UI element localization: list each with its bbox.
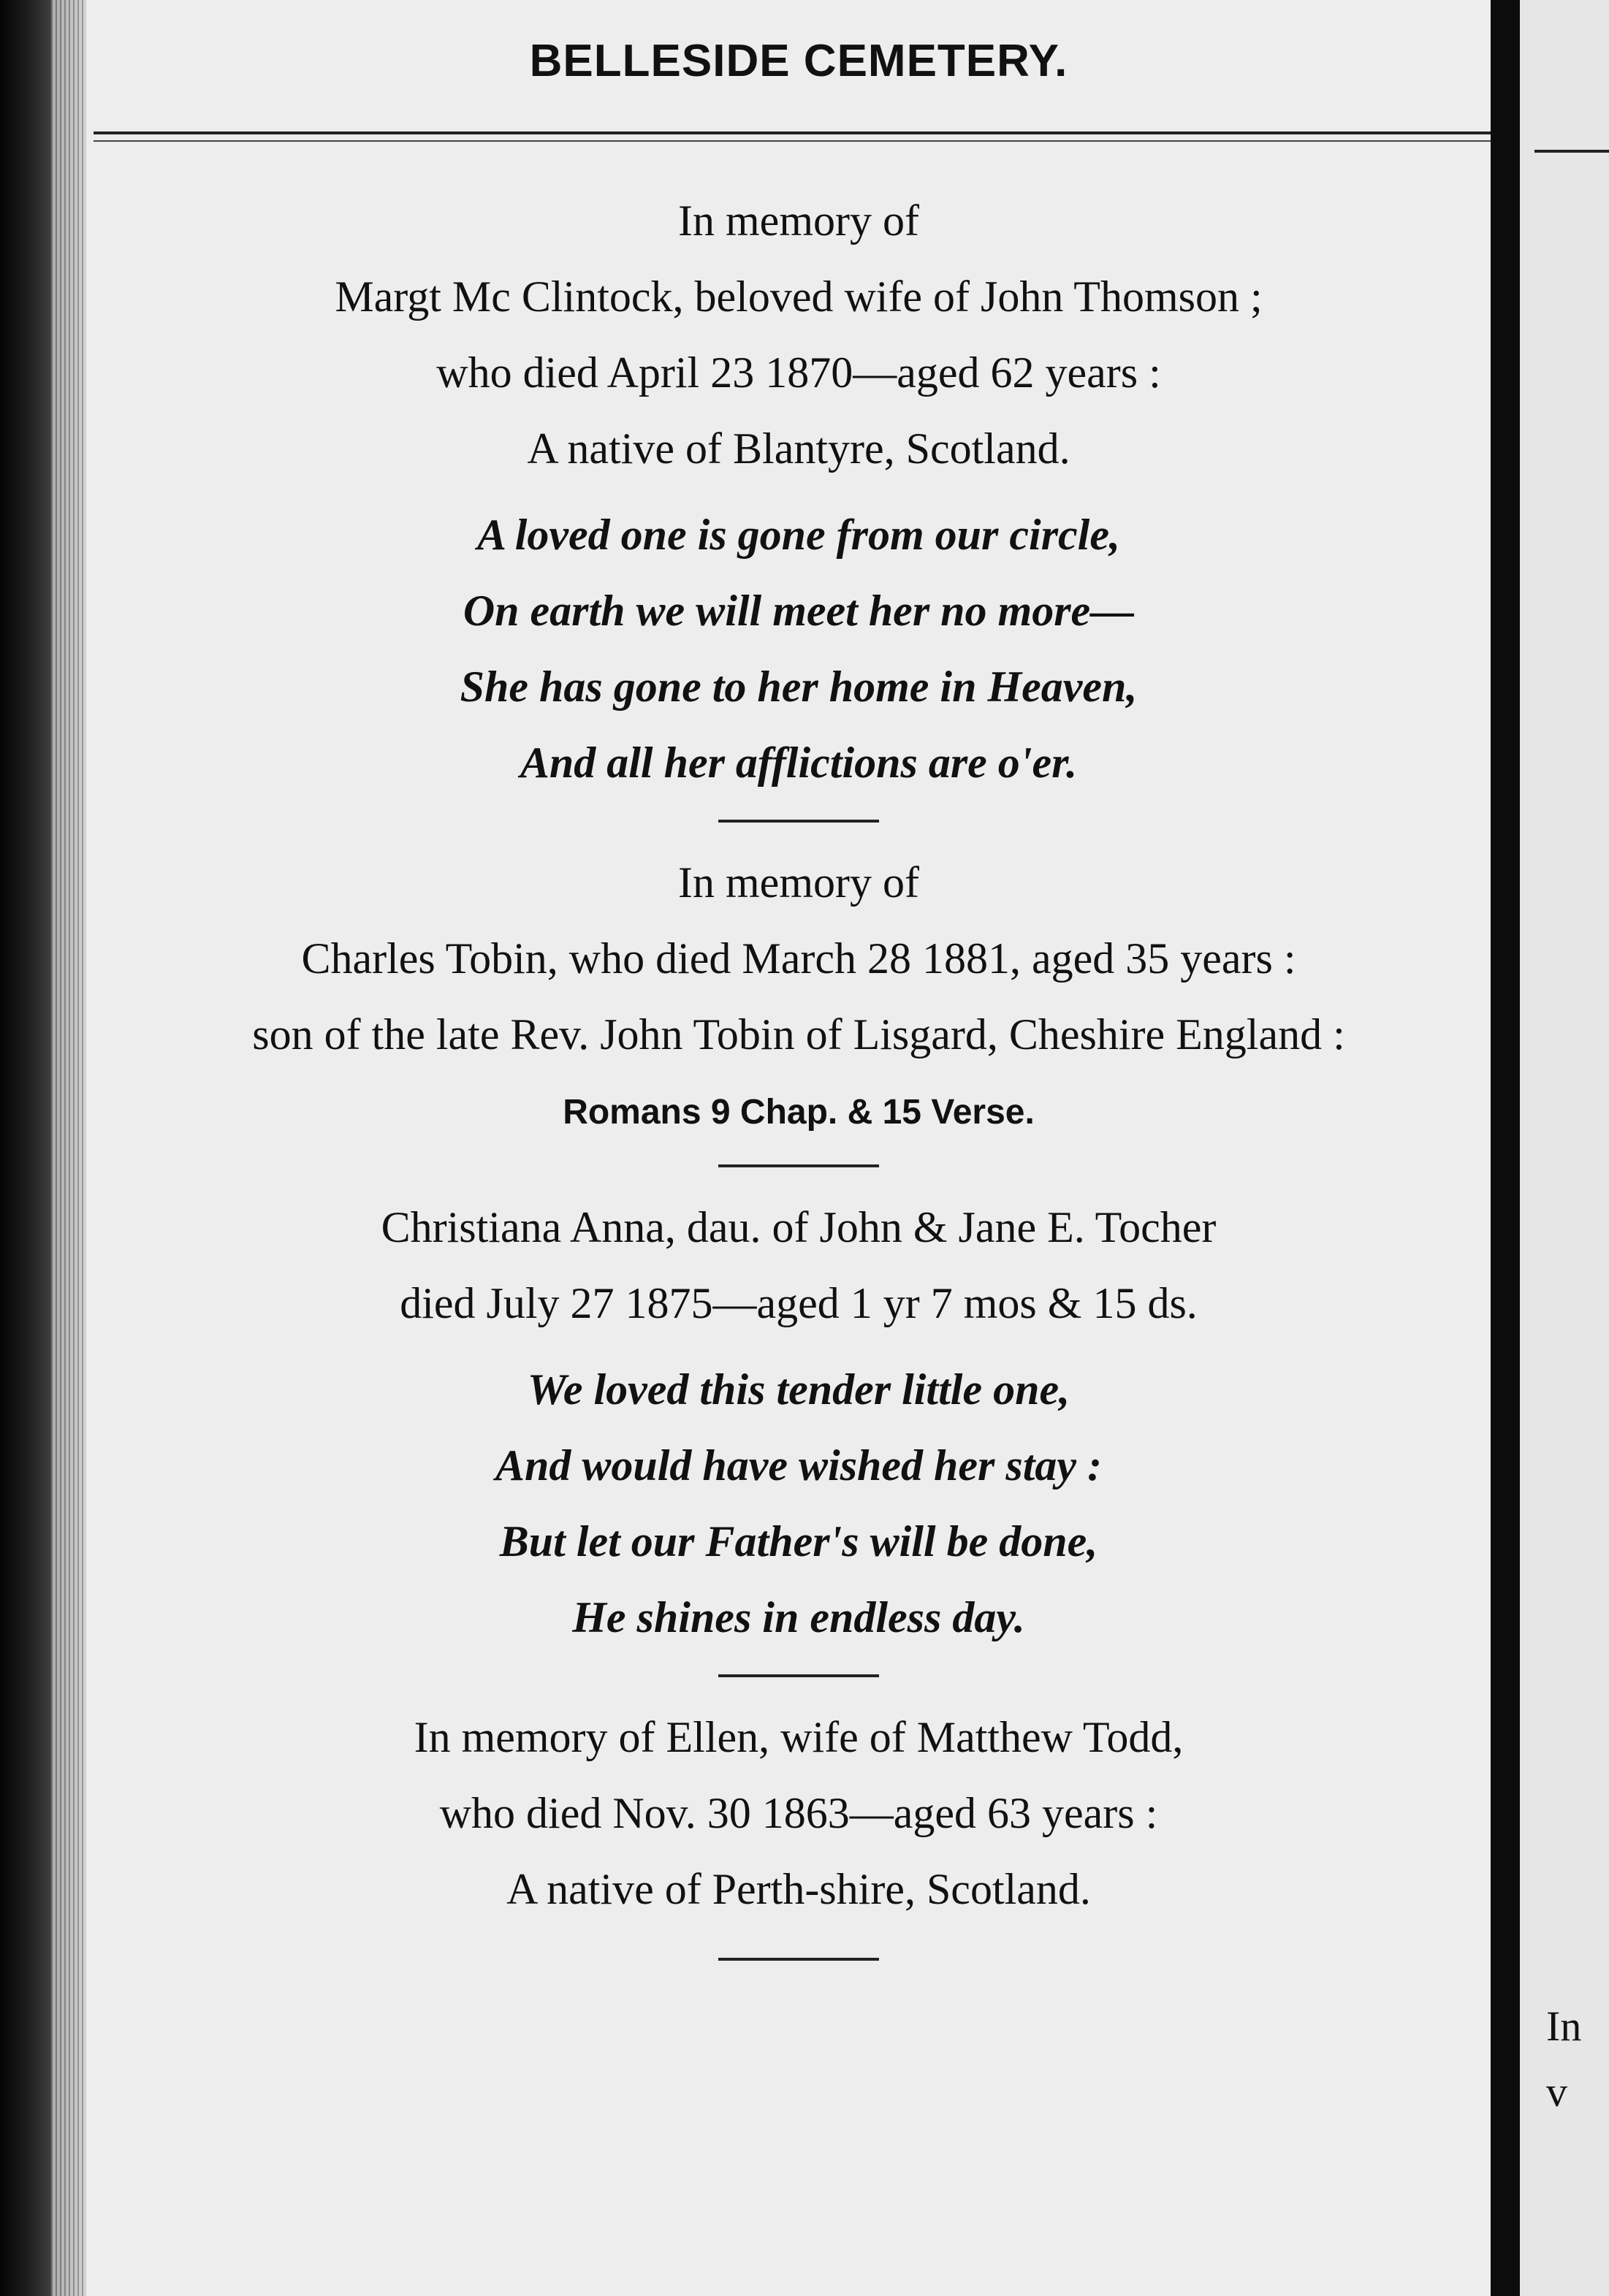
inscription-entry [86,183,1511,801]
separator-rule [718,820,879,823]
verse-line: He shines in endless day. [572,1593,1025,1641]
inscription-line: Margt Mc Clintock, beloved wife of John Thomson ; [335,272,1263,321]
inscription-line: A native of Perth-shire, Scotland. [506,1865,1091,1913]
verse-line: And would have wished her stay : [495,1441,1103,1490]
inscription-line: died July 27 1875—aged 1 yr 7 mos & 15 ds. [400,1279,1198,1327]
page [86,0,1511,2296]
verse-line: But let our Father's will be done, [499,1517,1098,1565]
header-rule-thin [94,140,1507,142]
verse-block [86,497,1511,801]
verse-line: She has gone to her home in Heaven, [460,663,1138,711]
scripture-reference: Romans 9 Chap. & 15 Verse. [563,1093,1035,1132]
next-page-header-rule [1534,150,1609,153]
separator-rule [718,1164,879,1167]
page-content [86,183,1511,1961]
inscription-line: A native of Blantyre, Scotland. [527,424,1070,473]
next-page-text-fragment: In [1546,2002,1582,2050]
verse-line: We loved this tender little one, [527,1365,1070,1414]
inscription-line: Charles Tobin, who died March 28 1881, aged 35 years : [301,934,1296,983]
inscription-line: who died Nov. 30 1863—aged 63 years : [439,1789,1158,1837]
inscription-entry [86,1699,1511,1927]
header-rule [94,131,1507,134]
inscription-line: In memory of [678,197,919,245]
inscription-line: In memory of Ellen, wife of Matthew Todd, [414,1713,1184,1761]
inscription-entry [86,1189,1511,1655]
next-page-text-fragment: v [1546,2068,1567,2116]
verse-line: And all her afflictions are o'er. [520,739,1078,787]
inscription-line: In memory of [678,858,919,907]
separator-rule [718,1674,879,1677]
next-page-sliver [1520,0,1609,2296]
page-divider [1491,0,1520,2296]
page-edges [51,0,88,2296]
page-header-title: BELLESIDE CEMETERY. [529,36,1068,86]
verse-line: On earth we will meet her no more— [463,587,1135,635]
inscription-entry [86,844,1511,1145]
verse-block [86,1351,1511,1655]
inscription-line: son of the late Rev. John Tobin of Lisgard, Cheshire England : [252,1010,1345,1059]
verse-line: A loved one is gone from our circle, [477,511,1120,559]
inscription-line: Christiana Anna, dau. of John & Jane E. Tocher [381,1203,1217,1251]
separator-rule [718,1958,879,1961]
inscription-line: who died April 23 1870—aged 62 years : [436,348,1161,397]
